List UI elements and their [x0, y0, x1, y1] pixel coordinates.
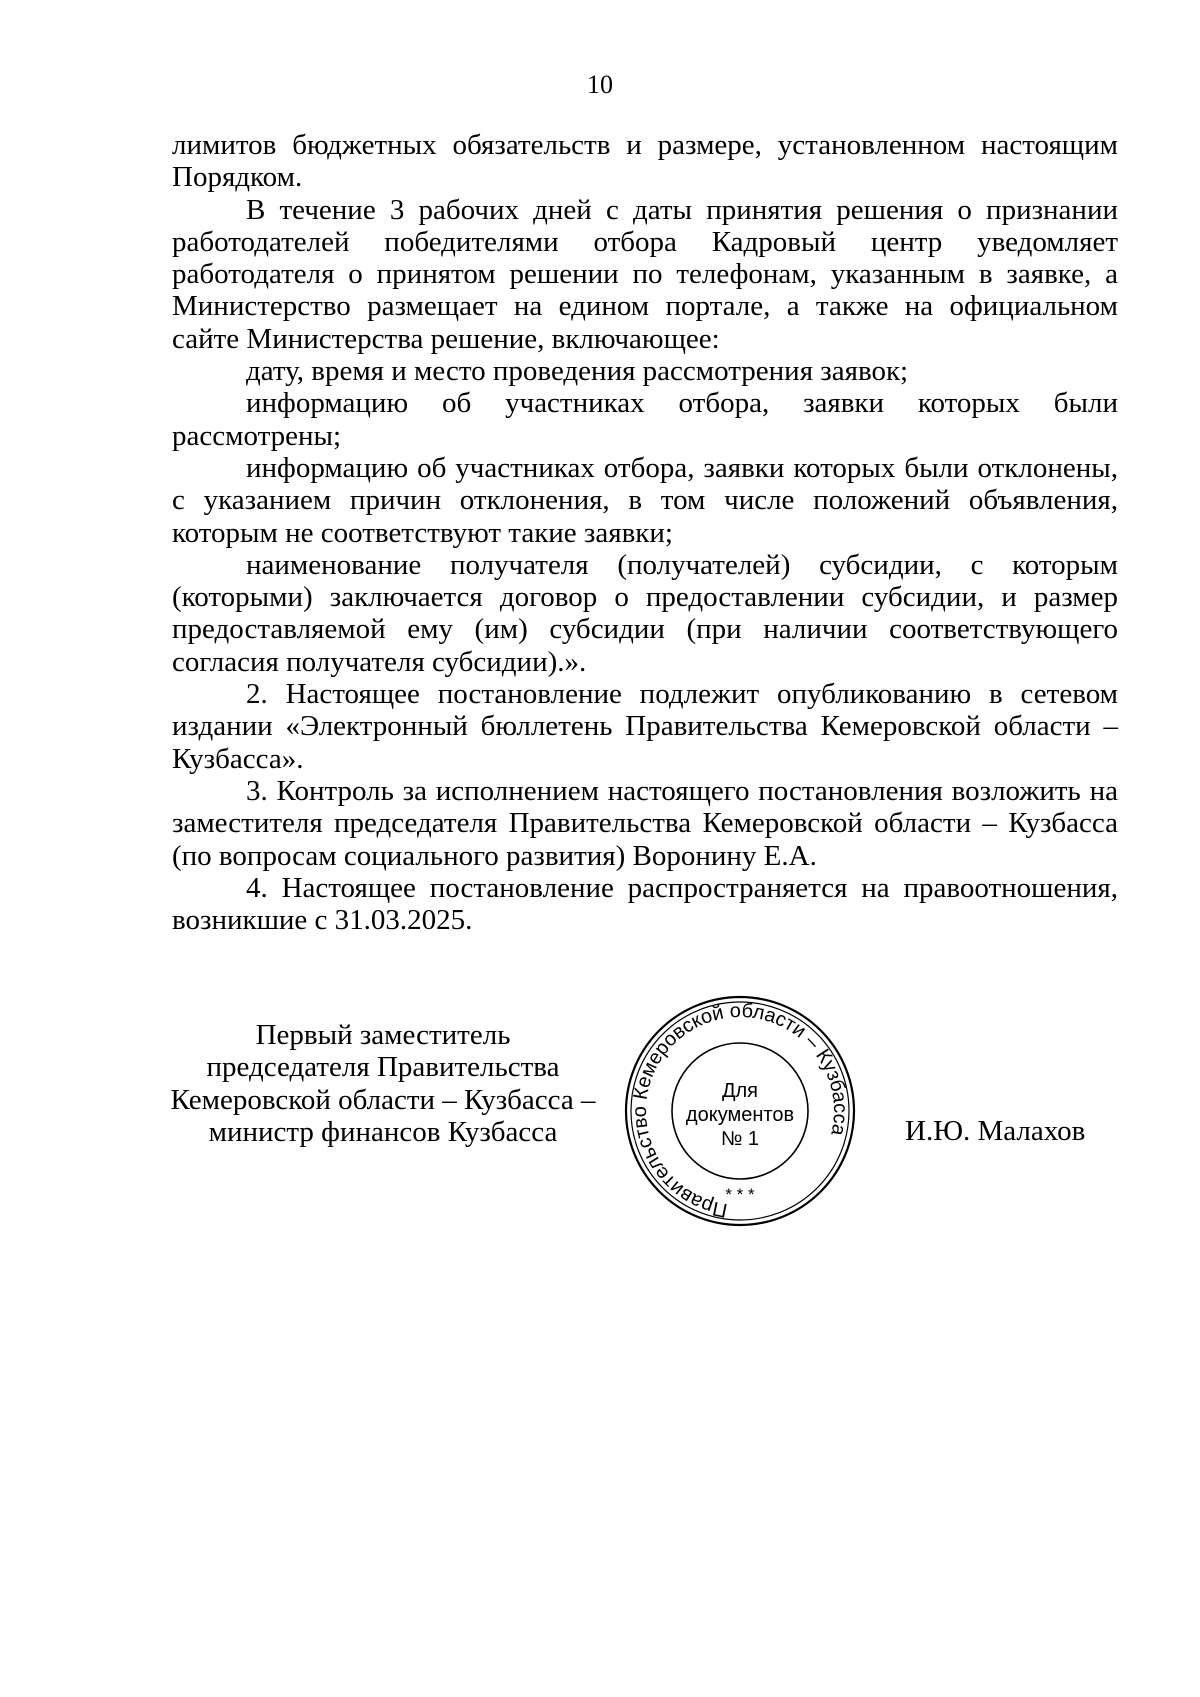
page-number: 10 — [587, 70, 613, 99]
stamp-ring-text: Правительство Кемеровской области – Кузбасса — [628, 999, 852, 1222]
position-line-2: председателя Правительства — [206, 1051, 560, 1084]
stamp-center-line-1: Для — [721, 1080, 759, 1102]
signatory-position — [168, 1019, 598, 1148]
list-item-date-time-place: дату, время и место проведения рассмотрения заявок; — [246, 355, 909, 388]
position-line-4: министр финансов Кузбасса — [208, 1115, 558, 1148]
signatory-name: И.Ю. Малахов — [905, 1115, 1086, 1147]
stamp-stars: * * * — [725, 1185, 755, 1204]
stamp-center-line-2: документов — [685, 1104, 795, 1126]
paragraph-decision-notice: В течение 3 рабочих дней с даты принятия решения о признании работодателей победителями отбора Кадровый центр уведомляет работодателя о принятом решении по телефонам, указанным в заявке, а Министерство размещает на едином портале, а также на официальном сайте Министерства решение, включающее: — [172, 193, 1118, 355]
list-item-subsidy-recipient: наименование получателя (получателей) субсидии, с которым (которыми) заключается договор о предоставлении субсидии, и размер предоставляемой ему (им) субсидии (при наличии соответствующего согласия получателя субсидии).». — [172, 548, 1118, 678]
list-item-rejected-applications: информацию об участниках отбора, заявки которых были отклонены, с указанием причин отклонения, в том числе положений объявления, которым не соответствуют такие заявки; — [172, 451, 1118, 549]
paragraph-budget-limits: лимитов бюджетных обязательств и размере, установленном настоящим Порядком. — [172, 129, 1118, 194]
stamp-center-line-3: № 1 — [720, 1128, 760, 1150]
clause-2-publication: 2. Настоящее постановление подлежит опубликованию в сетевом издании «Электронный бюллетень Правительства Кемеровской области – Кузбасса». — [172, 678, 1118, 775]
clause-4-effective-date: 4. Настоящее постановление распространяется на правоотношения, возникшие с 31.03.2025. — [172, 871, 1118, 937]
clause-3-control: 3. Контроль за исполнением настоящего постановления возложить на заместителя председателя Правительства Кемеровской области – Кузбасса (по вопросам социального развития) Воронину Е.А. — [172, 774, 1118, 872]
position-line-1: Первый заместитель — [255, 1019, 511, 1051]
document-body — [172, 129, 1118, 936]
position-line-3: Кемеровской области – Кузбасса – — [170, 1083, 596, 1116]
list-item-reviewed-applications: информацию об участниках отбора, заявки которых были рассмотрены; — [172, 387, 1118, 452]
official-stamp — [622, 993, 858, 1229]
